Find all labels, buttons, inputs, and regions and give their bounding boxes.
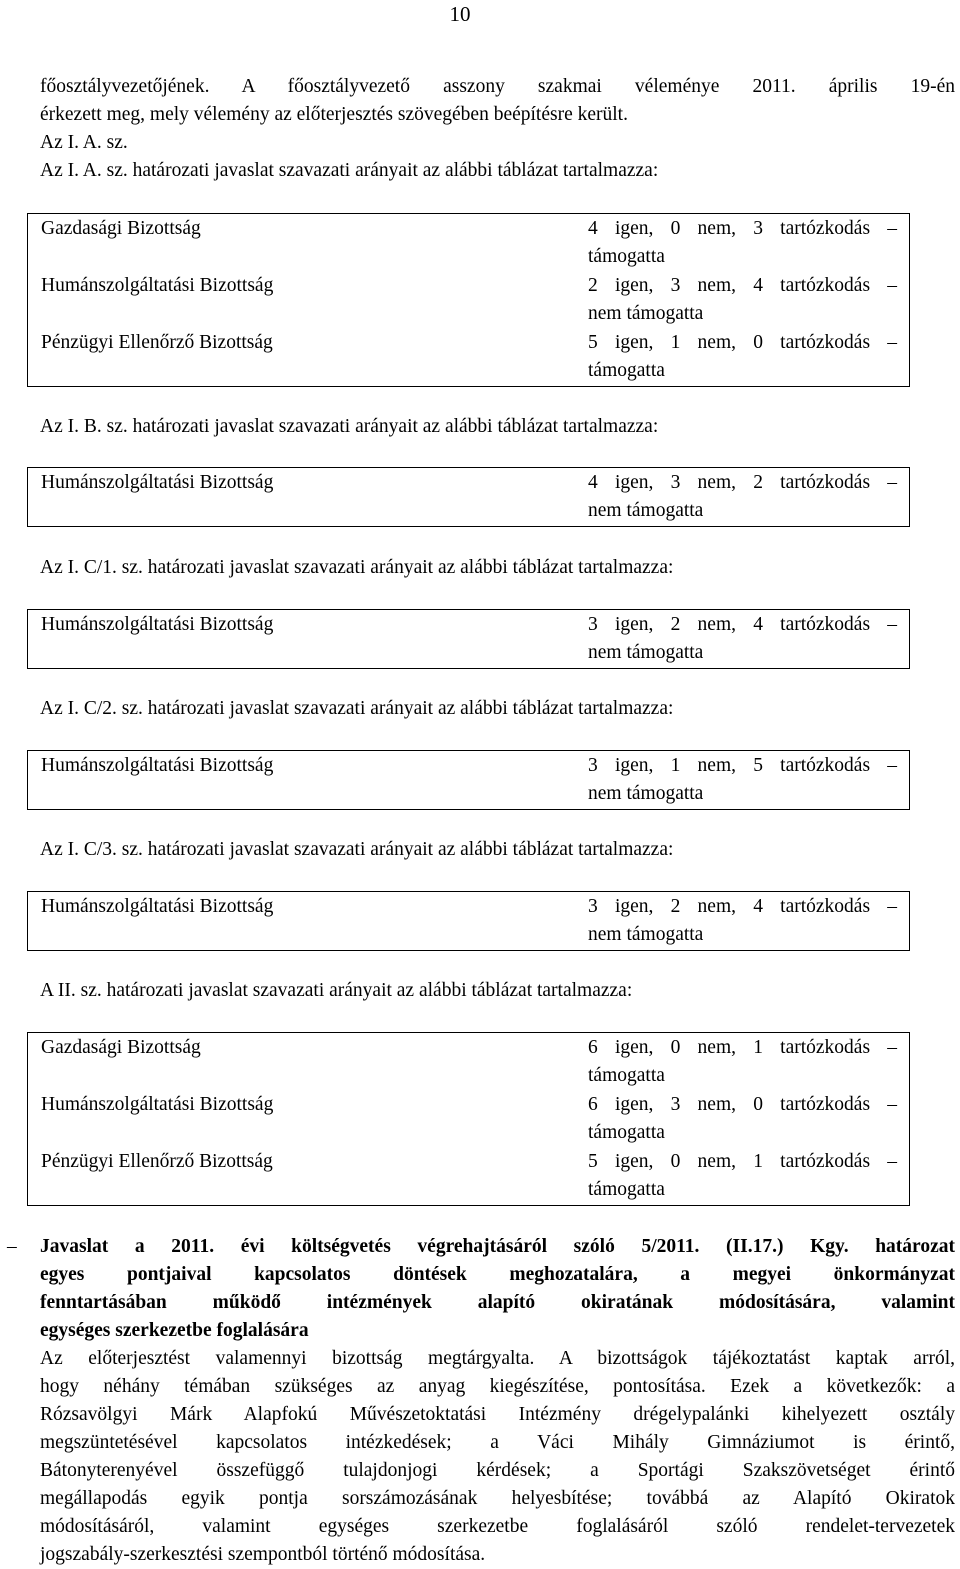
proposal-body	[40, 1345, 955, 1569]
vote-result	[588, 610, 910, 669]
table-row	[28, 468, 910, 527]
vote-count: 4 igen, 0 nem, 3 tartózkodás –	[588, 218, 897, 239]
proposal-body-line: Rózsavölgyi Márk Alapfokú Művészetoktatási Intézmény drégelypalánki kihelyezett osztály	[40, 1404, 955, 1425]
vote-table-i-c1	[27, 609, 910, 669]
vote-decision: nem támogatta	[588, 303, 704, 324]
vote-count: 4 igen, 3 nem, 2 tartózkodás –	[588, 472, 897, 493]
section-heading-i-b: Az I. B. sz. határozati javaslat szavazati arányait az alábbi táblázat tartalmazza:	[40, 416, 659, 437]
section-heading-ii: A II. sz. határozati javaslat szavazati arányait az alábbi táblázat tartalmazza:	[40, 980, 633, 1001]
committee-name: Gazdasági Bizottság	[41, 1037, 201, 1058]
vote-count: 5 igen, 0 nem, 1 tartózkodás –	[588, 1151, 897, 1172]
vote-result	[588, 1147, 910, 1206]
committee-name: Pénzügyi Ellenőrző Bizottság	[41, 332, 273, 353]
vote-decision: nem támogatta	[588, 500, 704, 521]
committee-name: Humánszolgáltatási Bizottság	[41, 472, 274, 493]
vote-count: 6 igen, 0 nem, 1 tartózkodás –	[588, 1037, 897, 1058]
vote-count: 6 igen, 3 nem, 0 tartózkodás –	[588, 1094, 897, 1115]
vote-table-ii	[27, 1032, 910, 1206]
proposal-title-line: egyes pontjaival kapcsolatos döntések meghozatalára, a megyei önkormányzat	[40, 1264, 955, 1285]
committee-name: Gazdasági Bizottság	[41, 218, 201, 239]
vote-result	[588, 328, 910, 387]
committee-name: Humánszolgáltatási Bizottság	[41, 614, 274, 635]
vote-count: 3 igen, 2 nem, 4 tartózkodás –	[588, 614, 897, 635]
section-heading-i-c2: Az I. C/2. sz. határozati javaslat szavazati arányait az alábbi táblázat tartalmazza:	[40, 698, 674, 719]
vote-table-i-c2	[27, 750, 910, 810]
proposal-title	[40, 1233, 955, 1345]
vote-decision: nem támogatta	[588, 642, 704, 663]
vote-decision: támogatta	[588, 1065, 665, 1086]
vote-decision: nem támogatta	[588, 783, 704, 804]
proposal-body-line: megállapodás egyik pontja sorszámozásának helyesbítése; továbbá az Alapító Okiratok	[40, 1488, 955, 1509]
proposal-title-line: Javaslat a 2011. évi költségvetés végrehajtásáról szóló 5/2011. (II.17.) Kgy. határozat	[40, 1236, 955, 1257]
proposal-body-line: Bátonyterenyével összefüggő tulajdonjogi kérdések; a Sportági Szakszövetséget érintő	[40, 1460, 955, 1481]
vote-decision: támogatta	[588, 360, 665, 381]
vote-count: 2 igen, 3 nem, 4 tartózkodás –	[588, 275, 897, 296]
table-row	[28, 610, 910, 669]
committee-name: Humánszolgáltatási Bizottság	[41, 896, 274, 917]
vote-result	[588, 1033, 910, 1091]
table-row	[28, 1090, 910, 1147]
vote-decision: nem támogatta	[588, 924, 704, 945]
vote-table-i-b	[27, 467, 910, 527]
committee-name: Humánszolgáltatási Bizottság	[41, 1094, 274, 1115]
vote-decision: támogatta	[588, 1179, 665, 1200]
committee-name: Humánszolgáltatási Bizottság	[41, 755, 274, 776]
vote-decision: támogatta	[588, 1122, 665, 1143]
vote-result	[588, 271, 910, 328]
proposal-block	[40, 1233, 955, 1569]
bullet-dash: –	[7, 1236, 17, 1257]
committee-name: Pénzügyi Ellenőrző Bizottság	[41, 1151, 273, 1172]
proposal-title-line: fenntartásában működő intézmények alapító okiratának módosítására, valamint	[40, 1292, 955, 1313]
intro-line: érkezett meg, mely vélemény az előterjesztés szövegében beépítésre került.	[40, 104, 628, 125]
vote-result	[588, 751, 910, 810]
section-line-a-prefix: Az I. A. sz.	[40, 132, 128, 153]
vote-decision: támogatta	[588, 246, 665, 267]
page-number: 10	[449, 2, 471, 26]
section-heading-i-a: Az I. A. sz. határozati javaslat szavazati arányait az alábbi táblázat tartalmazza:	[40, 160, 659, 181]
vote-table-i-c3	[27, 891, 910, 951]
proposal-body-line: jogszabály-szerkesztési szempontból történő módosítása.	[40, 1544, 486, 1565]
vote-count: 3 igen, 1 nem, 5 tartózkodás –	[588, 755, 897, 776]
table-row	[28, 751, 910, 810]
intro-line: főosztályvezetőjének. A főosztályvezető asszony szakmai véleménye 2011. április 19-én	[40, 76, 955, 97]
proposal-body-line: Az előterjesztést valamennyi bizottság megtárgyalta. A bizottságok tájékoztatást kaptak arról,	[40, 1348, 955, 1369]
proposal-body-line: módosításáról, valamint egységes szerkezetbe foglalásáról szóló rendelet-tervezetek	[40, 1516, 955, 1537]
committee-name: Humánszolgáltatási Bizottság	[41, 275, 274, 296]
table-row	[28, 1033, 910, 1091]
table-row	[28, 214, 910, 272]
table-row	[28, 328, 910, 387]
vote-result	[588, 892, 910, 951]
section-heading-i-c1: Az I. C/1. sz. határozati javaslat szavazati arányait az alábbi táblázat tartalmazza:	[40, 557, 674, 578]
table-row	[28, 892, 910, 951]
proposal-body-line: megszüntetésével kapcsolatos intézkedések; a Váci Mihály Gimnáziumot is érintő,	[40, 1432, 955, 1453]
intro-paragraph	[40, 73, 955, 129]
vote-count: 5 igen, 1 nem, 0 tartózkodás –	[588, 332, 897, 353]
vote-result	[588, 214, 910, 272]
table-row	[28, 271, 910, 328]
vote-count: 3 igen, 2 nem, 4 tartózkodás –	[588, 896, 897, 917]
vote-table-i-a	[27, 213, 910, 387]
proposal-title-line: egységes szerkezetbe foglalására	[40, 1320, 309, 1341]
proposal-body-line: hogy néhány témában szükséges az anyag kiegészítése, pontosítása. Ezek a következők: a	[40, 1376, 955, 1397]
section-heading-i-c3: Az I. C/3. sz. határozati javaslat szavazati arányait az alábbi táblázat tartalmazza:	[40, 839, 674, 860]
vote-result	[588, 1090, 910, 1147]
vote-result	[588, 468, 910, 527]
table-row	[28, 1147, 910, 1206]
